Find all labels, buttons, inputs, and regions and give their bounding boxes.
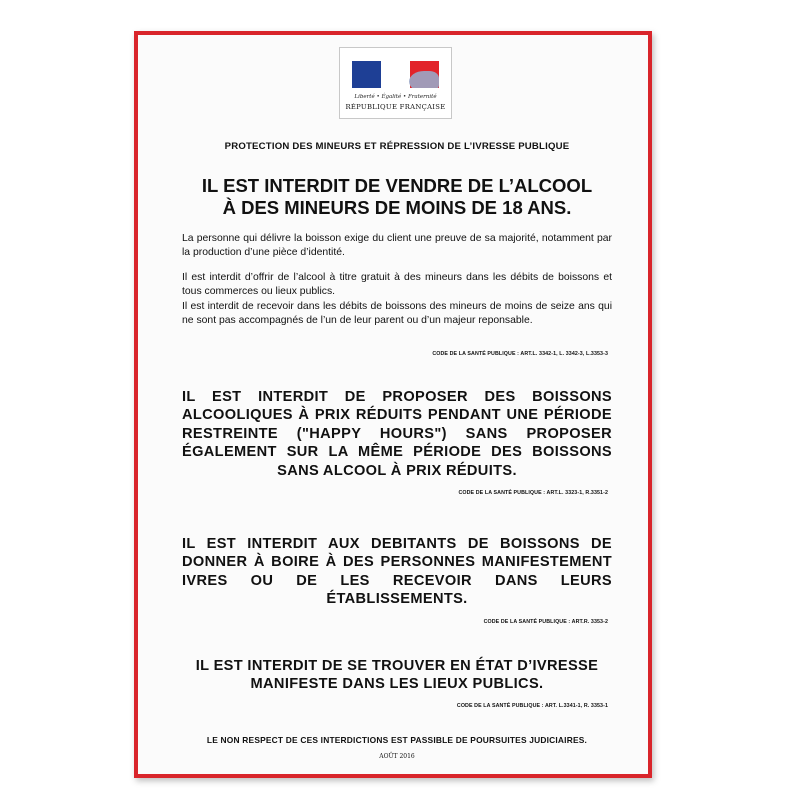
legal-reference: CODE DE LA SANTÉ PUBLIQUE : ART. L.3341-1, R. 3353-1 <box>456 703 608 709</box>
logo-motto: Liberté • Égalité • Fraternité <box>354 94 437 100</box>
paragraph-id-check: La personne qui délivre la boisson exige du client une preuve de sa majorité, notamment par la production d’une pièce d’identité. <box>182 233 612 258</box>
main-headline-line1: IL EST INTERDIT DE VENDRE DE L’ALCOOL <box>201 175 593 196</box>
main-headline <box>182 175 612 219</box>
legal-reference: CODE DE LA SANTÉ PUBLIQUE : ART.L. 3323-1, R.3351-2 <box>458 490 608 496</box>
paragraph-under-sixteen: Il est interdit de recevoir dans les débits de boissons des mineurs de moins de seize ans qui ne sont pas accompagnés de l’un de leur parent ou d’un majeur reponsable. <box>182 301 612 326</box>
legal-reference: CODE DE LA SANTÉ PUBLIQUE : ART.L. 3342-1, L. 3342-3, L.3353-3 <box>432 351 608 357</box>
issue-date: AOÛT 2016 <box>379 753 415 760</box>
marianne-icon <box>409 71 439 88</box>
drunk-customers-rule: IL EST INTERDIT AUX DEBITANTS DE BOISSONS DE DONNER À BOIRE À DES PERSONNES MANIFESTEMENT IVRES OU DE LES RECEVOIR DANS LEURS ÉTABLISSEMENTS. <box>182 536 612 608</box>
legal-reference: CODE DE LA SANTÉ PUBLIQUE : ART.R. 3353-2 <box>483 619 608 625</box>
paragraph-free-alcohol: Il est interdit d’offrir de l’alcool à titre gratuit à des mineurs dans les débits de boissons et tous commerces ou lieux publics. <box>182 272 612 297</box>
notice-sheet <box>134 31 652 778</box>
notice-subtitle: PROTECTION DES MINEURS ET RÉPRESSION DE L’IVRESSE PUBLIQUE <box>224 141 570 152</box>
happy-hours-rule: IL EST INTERDIT DE PROPOSER DES BOISSONS ALCOOLIQUES À PRIX RÉDUITS PENDANT UNE PÉRIODE RESTREINTE ("HAPPY HOURS") SANS PROPOSER ÉGALEMENT SUR LA MÊME PÉRIODE DES BOISSONS SANS ALCOOL À PRIX RÉDUITS. <box>182 389 612 479</box>
public-drunkenness-rule: IL EST INTERDIT DE SE TROUVER EN ÉTAT D’IVRESSE MANIFESTE DANS LES LIEUX PUBLICS. <box>195 658 599 693</box>
logo-republic-label: RÉPUBLIQUE FRANÇAISE <box>345 103 446 111</box>
penalty-footer: LE NON RESPECT DE CES INTERDICTIONS EST PASSIBLE DE POURSUITES JUDICIAIRES. <box>206 735 588 745</box>
tricolor-flag-icon <box>352 61 439 88</box>
main-headline-line2: À DES MINEURS DE MOINS DE 18 ANS. <box>222 197 572 218</box>
republique-francaise-logo <box>339 47 452 119</box>
